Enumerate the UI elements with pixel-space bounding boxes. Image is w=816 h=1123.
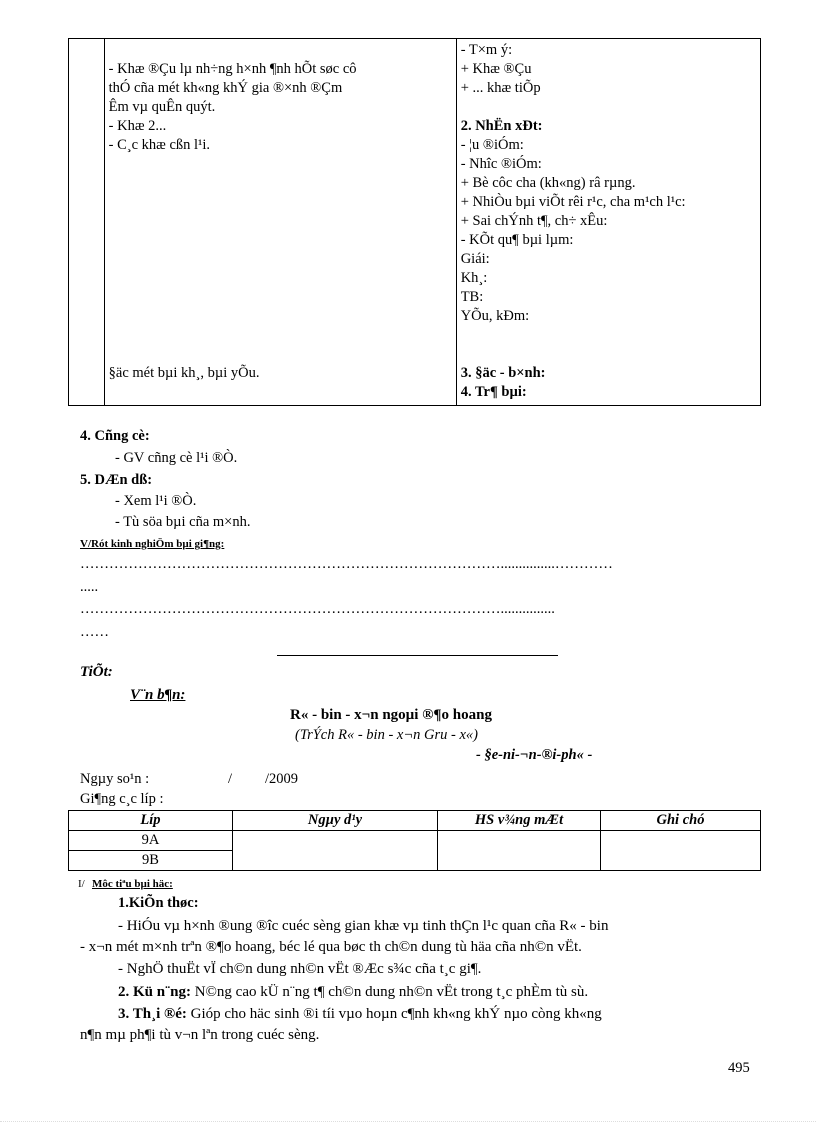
content-line: - Khæ ®Çu lµ nh÷ng h×nh ¶nh hÕt søc cô bbox=[108, 61, 357, 77]
absent-cell bbox=[438, 831, 601, 851]
note-cell bbox=[601, 851, 761, 871]
date-cell bbox=[233, 831, 438, 851]
content-line bbox=[105, 326, 456, 345]
class-cell: 9B bbox=[69, 851, 233, 871]
content-line: Êm vµ quÊn quýt. bbox=[108, 99, 216, 115]
dotted-line: ..... bbox=[80, 579, 99, 595]
content-line: - Khæ 2... bbox=[108, 118, 167, 134]
col-header: HS v¾ng mÆt bbox=[438, 811, 601, 831]
dotted-line: …… bbox=[80, 624, 109, 640]
ngay-soan-slash: / bbox=[228, 771, 233, 787]
note-line: - T×m ý: bbox=[460, 42, 513, 58]
lesson-title: R« - bin - x¬n ngoµi ®¶o hoang bbox=[290, 707, 492, 723]
note-line: TB: bbox=[460, 289, 484, 305]
page-number: 495 bbox=[728, 1060, 750, 1076]
giang-cac-lop: Gi¶ng c¸c líp : bbox=[80, 791, 164, 807]
tiet-label: TiÕt: bbox=[80, 664, 113, 680]
note-line: 4. Tr¶ bµi: bbox=[460, 384, 527, 400]
thai-do-heading: 3. Th¸i ®é: bbox=[118, 1006, 187, 1022]
left-empty-cell bbox=[69, 39, 105, 406]
note-line bbox=[457, 98, 760, 117]
class-table bbox=[68, 810, 761, 871]
content-line bbox=[105, 155, 456, 174]
content-line: thÓ cña mét kh«ng khÝ gia ®×nh ®Çm bbox=[108, 80, 343, 96]
cung-co-line: - GV cñng cè l¹i ®Ò. bbox=[115, 450, 238, 466]
col-header: Ngµy d¹y bbox=[233, 811, 438, 831]
note-line: Giái: bbox=[460, 251, 490, 267]
note-line: - KÕt qu¶ bµi lµm: bbox=[460, 232, 574, 248]
ki-nang bbox=[118, 984, 588, 1001]
content-line bbox=[105, 174, 456, 193]
class-table-header bbox=[69, 811, 761, 831]
content-line: - C¸c khæ cßn l¹i. bbox=[108, 137, 211, 153]
thai-do bbox=[118, 1006, 602, 1023]
dotted-line: ……………………………………………………………………………............... bbox=[80, 601, 555, 617]
content-line bbox=[105, 41, 456, 60]
content-line bbox=[105, 288, 456, 307]
divider bbox=[277, 655, 558, 656]
author: - §e-ni-¬n-®i-ph« - bbox=[476, 747, 593, 763]
dan-do-line: - Xem l¹i ®Ò. bbox=[115, 493, 197, 509]
content-line bbox=[105, 307, 456, 326]
footer-divider bbox=[0, 1121, 816, 1122]
note-line bbox=[457, 345, 760, 364]
note-line: + Bè côc cha (kh«ng) râ rµng. bbox=[460, 175, 636, 191]
muc-tieu-prefix: I/ bbox=[78, 878, 85, 890]
note-line: YÕu, kÐm: bbox=[460, 308, 530, 324]
thai-do-line: n¶n mµ ph¶i tù v¬n lªn trong cuéc sèng. bbox=[80, 1027, 320, 1043]
notes-cell bbox=[456, 39, 760, 406]
note-line bbox=[457, 326, 760, 345]
content-line bbox=[105, 212, 456, 231]
table-row bbox=[69, 831, 761, 851]
cung-co-heading: 4. Cñng cè: bbox=[80, 428, 150, 444]
col-header: Líp bbox=[69, 811, 233, 831]
content-line bbox=[105, 383, 456, 402]
note-line: 2. NhËn xÐt: bbox=[460, 118, 543, 134]
top-table bbox=[68, 38, 761, 406]
ngay-soan-label: Ngµy so¹n : bbox=[80, 771, 150, 787]
kien-thuc-line: - NghÖ thuËt vÏ ch©n dung nh©n vËt ®Æc s¾c cña t¸c gi¶. bbox=[118, 961, 482, 977]
ki-nang-text: N©ng cao kÜ n¨ng t¶ ch©n dung nh©n vËt trong t¸c phÈm tù sù. bbox=[194, 984, 589, 1000]
note-line: + ... khæ tiÕp bbox=[460, 80, 541, 96]
content-line: §äc mét bµi kh¸, bµi yÕu. bbox=[108, 365, 260, 381]
content-line bbox=[105, 269, 456, 288]
col-header: Ghi chó bbox=[601, 811, 761, 831]
dotted-line: ……………………………………………………………………………...............………… bbox=[80, 556, 613, 572]
content-line bbox=[105, 193, 456, 212]
absent-cell bbox=[438, 851, 601, 871]
content-line bbox=[105, 231, 456, 250]
note-line: - Nhîc ®iÓm: bbox=[460, 156, 542, 172]
note-line: - ¦u ®iÓm: bbox=[460, 137, 524, 153]
lesson-subtitle: (TrÝch R« - bin - x¬n Gru - x«) bbox=[295, 727, 478, 743]
note-line: 3. §äc - b×nh: bbox=[460, 365, 546, 381]
content-line bbox=[105, 250, 456, 269]
ki-nang-heading: 2. Kü n¨ng: bbox=[118, 984, 191, 1000]
van-ban-label: V¨n b¶n: bbox=[130, 687, 186, 703]
kien-thuc-line: - x¬n mét m×nh trªn ®¶o hoang, béc lé qua bøc th ch©n dung tù häa cña nh©n vËt. bbox=[80, 939, 582, 955]
content-cell bbox=[104, 39, 456, 406]
class-cell: 9A bbox=[69, 831, 233, 851]
kien-thuc-line: - HiÓu vµ h×nh ®ung ®îc cuéc sèng gian khæ vµ tinh thÇn l¹c quan cña R« - bin bbox=[118, 918, 609, 934]
date-cell bbox=[233, 851, 438, 871]
note-cell bbox=[601, 831, 761, 851]
thai-do-line: Gióp cho häc sinh ®i tíi vµo hoµn c¶nh kh«ng khÝ nµo còng kh«ng bbox=[190, 1006, 602, 1022]
rut-kinh-nghiem-heading: V/Rót kinh nghiÖm bµi gi¶ng: bbox=[80, 538, 225, 550]
kien-thuc-heading: 1.KiÕn thøc: bbox=[118, 895, 199, 911]
ngay-soan-year: /2009 bbox=[265, 771, 299, 787]
table-row bbox=[69, 851, 761, 871]
note-line: + NhiÒu bµi viÕt rêi r¹c, cha m¹ch l¹c: bbox=[460, 194, 686, 210]
muc-tieu-heading: Môc tiªu bµi häc: bbox=[92, 878, 173, 890]
note-line: + Sai chÝnh t¶, ch÷ xÊu: bbox=[460, 213, 608, 229]
dan-do-line: - Tù söa bµi cña m×nh. bbox=[115, 514, 251, 530]
note-line: Kh¸: bbox=[460, 270, 488, 286]
dan-do-heading: 5. DÆn dß: bbox=[80, 472, 153, 488]
content-line bbox=[105, 345, 456, 364]
note-line: + Khæ ®Çu bbox=[460, 61, 532, 77]
